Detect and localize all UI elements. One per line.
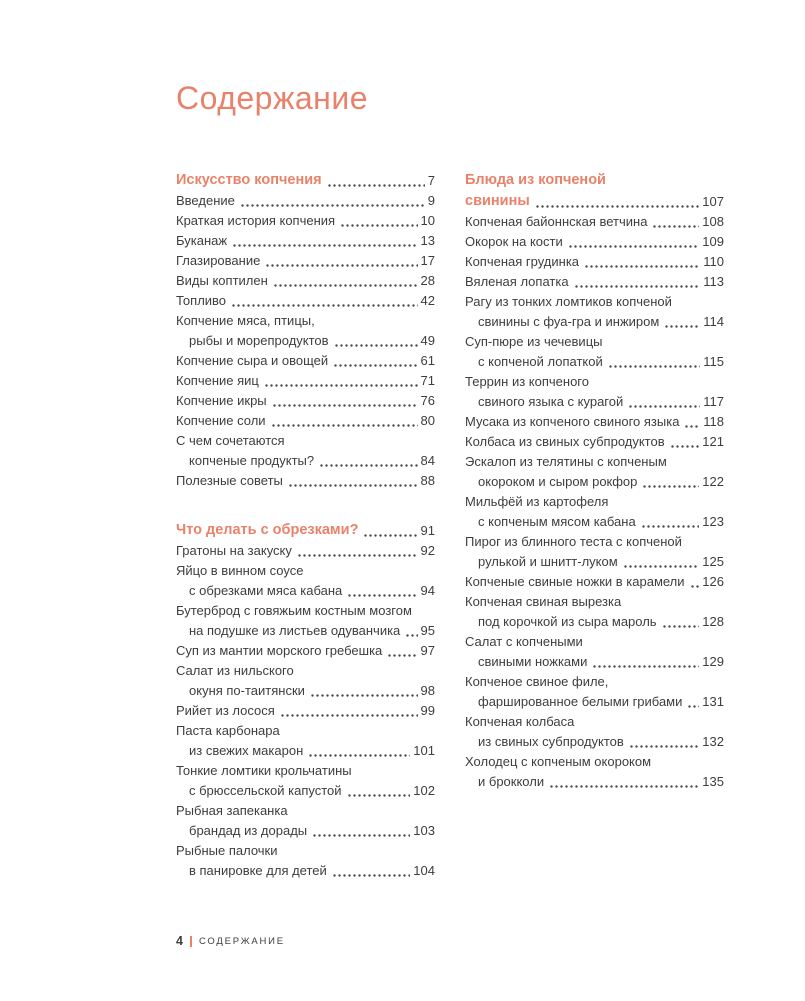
toc-line (465, 532, 724, 552)
dot-leader (340, 224, 417, 227)
toc-line (176, 861, 435, 881)
toc-line (465, 692, 724, 712)
toc-page-number: 10 (420, 213, 435, 228)
toc-page-number: 114 (703, 314, 724, 329)
dot-leader (405, 634, 417, 637)
dot-leader (334, 344, 418, 347)
toc-entry (465, 572, 724, 592)
toc-entry-text: в панировке для детей (189, 863, 327, 878)
toc-entry (465, 672, 724, 712)
toc-page-number: 17 (420, 253, 435, 268)
toc-line (465, 191, 724, 212)
toc-entry (176, 541, 435, 561)
toc-line (176, 431, 435, 451)
dot-leader (308, 754, 410, 757)
toc-page-number: 97 (420, 643, 435, 658)
toc-page-number: 125 (702, 554, 724, 569)
toc-line (176, 541, 435, 561)
toc-entry (465, 412, 724, 432)
toc-page-number: 42 (420, 293, 435, 308)
toc-entry-text: Введение (176, 193, 235, 208)
toc-entry-text: Рыбные палочки (176, 843, 278, 858)
toc-entry-text: Топливо (176, 293, 227, 308)
toc-entry-text: с копченым мясом кабана (478, 514, 636, 529)
toc-page-number: 91 (420, 523, 435, 538)
toc-page-number: 28 (420, 273, 435, 288)
toc-section-heading (465, 170, 724, 212)
toc-entry (465, 252, 724, 272)
toc-line (465, 452, 724, 472)
toc-entry-text: копченые продукты? (189, 453, 315, 468)
toc-entry-text: Суп-пюре из чечевицы (465, 334, 603, 349)
dot-leader (690, 585, 700, 588)
toc-entry-text: Паста карбонара (176, 723, 280, 738)
toc-page-number: 131 (702, 694, 724, 709)
toc-line (176, 211, 435, 231)
toc-entry-text: Бутерброд с говяжьим костным мозгом (176, 603, 412, 618)
toc-page-number: 104 (413, 863, 435, 878)
toc-entry (176, 601, 435, 641)
toc-page-number: 108 (702, 214, 724, 229)
dot-leader (265, 264, 417, 267)
dot-leader (592, 665, 699, 668)
dot-leader (273, 284, 418, 287)
toc-entry-text: с брюссельской капустой (189, 783, 342, 798)
dot-leader (641, 525, 700, 528)
toc-line (176, 761, 435, 781)
toc-line (176, 520, 435, 541)
toc-entry-text: Рийет из лосося (176, 703, 275, 718)
toc-line (176, 411, 435, 431)
toc-line (465, 432, 724, 452)
toc-entry-text: С чем сочетаются (176, 433, 285, 448)
toc-entry-text: Пирог из блинного теста с копченой (465, 534, 682, 549)
dot-leader (642, 485, 699, 488)
toc-line (465, 752, 724, 772)
toc-entry-text: Мусака из копченого свиного языка (465, 414, 680, 429)
dot-leader (312, 834, 410, 837)
toc-entry (176, 721, 435, 761)
toc-heading-text: Блюда из копченой (465, 172, 606, 188)
dot-leader (240, 204, 425, 207)
dot-leader (297, 554, 418, 557)
toc-page-number: 101 (413, 743, 435, 758)
toc-line (465, 212, 724, 232)
dot-leader (387, 654, 417, 657)
dot-leader (584, 265, 700, 268)
toc-entry-text: свинины с фуа-гра и инжиром (478, 314, 660, 329)
toc-entry-text: Рыбная запеканка (176, 803, 288, 818)
toc-entry-text: Салат из нильского (176, 663, 294, 678)
toc-entry (465, 332, 724, 372)
toc-line (176, 371, 435, 391)
toc-entry-text: Копчение мяса, птицы, (176, 313, 315, 328)
dot-leader (332, 874, 411, 877)
toc-line (176, 681, 435, 701)
toc-page-number: 76 (420, 393, 435, 408)
toc-entry (176, 271, 435, 291)
toc-columns (176, 170, 724, 910)
toc-entry (176, 471, 435, 491)
toc-entry-text: Тонкие ломтики крольчатины (176, 763, 352, 778)
toc-line (465, 612, 724, 632)
dot-leader (319, 464, 417, 467)
toc-section (465, 170, 724, 792)
toc-entry (176, 561, 435, 601)
dot-leader (347, 594, 417, 597)
toc-line (465, 372, 724, 392)
toc-heading-text: Что делать с обрезками? (176, 522, 359, 538)
toc-page-number: 128 (702, 614, 724, 629)
toc-line (176, 451, 435, 471)
toc-line (465, 592, 724, 612)
toc-entry (465, 532, 724, 572)
toc-line (176, 781, 435, 801)
toc-entry (176, 801, 435, 841)
toc-line (176, 741, 435, 761)
toc-entry-text: Копчение сыра и овощей (176, 353, 329, 368)
dot-leader (652, 225, 699, 228)
toc-line (176, 721, 435, 741)
dot-leader (288, 484, 418, 487)
toc-entry-text: под корочкой из сыра мароль (478, 614, 657, 629)
toc-page-number: 118 (703, 414, 724, 429)
toc-entry (176, 351, 435, 371)
toc-line (465, 252, 724, 272)
toc-entry-text: Салат с копчеными (465, 634, 583, 649)
toc-line (465, 652, 724, 672)
toc-entry (465, 292, 724, 332)
dot-leader (347, 794, 411, 797)
toc-entry (465, 492, 724, 532)
toc-entry-text: Гратоны на закуску (176, 543, 292, 558)
dot-leader (623, 565, 700, 568)
toc-entry-text: на подушке из листьев одуванчика (189, 623, 401, 638)
toc-page-number: 121 (702, 434, 724, 449)
dot-leader (310, 694, 418, 697)
footer-page-number: 4 (176, 934, 183, 948)
toc-entry-text: Копчение яиц (176, 373, 259, 388)
toc-entry-text: Копчение икры (176, 393, 267, 408)
toc-page-number: 95 (420, 623, 435, 638)
footer-divider (190, 936, 192, 947)
toc-line (465, 472, 724, 492)
toc-entry (465, 272, 724, 292)
toc-page-number: 102 (413, 783, 435, 798)
toc-entry-text: Рагу из тонких ломтиков копченой (465, 294, 672, 309)
dot-leader (363, 534, 417, 537)
toc-line (465, 672, 724, 692)
dot-leader (272, 404, 418, 407)
dot-leader (574, 285, 701, 288)
toc-entry (176, 431, 435, 471)
dot-leader (535, 205, 700, 208)
toc-entry (176, 311, 435, 351)
toc-entry (465, 212, 724, 232)
toc-entry-text: свиными ножками (478, 654, 588, 669)
toc-page-number: 109 (702, 234, 724, 249)
toc-entry (465, 632, 724, 672)
toc-entry-text: свиного языка с курагой (478, 394, 624, 409)
dot-leader (232, 244, 417, 247)
toc-section-heading (176, 520, 435, 541)
toc-page-number: 80 (420, 413, 435, 428)
toc-column-left (176, 170, 435, 910)
toc-page-number: 103 (413, 823, 435, 838)
toc-entry-text: Колбаса из свиных субпродуктов (465, 434, 665, 449)
toc-line (465, 572, 724, 592)
toc-entry (176, 231, 435, 251)
toc-entry-text: Суп из мантии морского гребешка (176, 643, 383, 658)
toc-line (176, 581, 435, 601)
toc-line (465, 772, 724, 792)
toc-entry (465, 372, 724, 412)
toc-heading-text: Искусство копчения (176, 172, 322, 188)
toc-line (465, 552, 724, 572)
toc-entry-text: Краткая история копчения (176, 213, 336, 228)
dot-leader (327, 184, 425, 187)
dot-leader (333, 364, 417, 367)
toc-entry (176, 371, 435, 391)
toc-page-number: 115 (703, 354, 724, 369)
toc-entry (176, 661, 435, 701)
toc-line (176, 311, 435, 331)
toc-line (176, 231, 435, 251)
toc-page-number: 123 (702, 514, 724, 529)
toc-entry-text: и брокколи (478, 774, 545, 789)
dot-leader (271, 424, 418, 427)
dot-leader (629, 745, 699, 748)
toc-page-number: 107 (702, 194, 724, 209)
toc-entry (465, 592, 724, 632)
toc-column-right (465, 170, 724, 910)
toc-entry-text: Холодец с копченым окороком (465, 754, 652, 769)
toc-line (176, 170, 435, 191)
toc-section-heading (176, 170, 435, 191)
toc-line (465, 292, 724, 312)
toc-line (465, 512, 724, 532)
toc-page-number: 71 (420, 373, 435, 388)
toc-line (176, 841, 435, 861)
toc-entry-text: Эскалоп из телятины с копченым (465, 454, 667, 469)
toc-entry (176, 211, 435, 231)
toc-line (465, 632, 724, 652)
toc-page-number: 49 (420, 333, 435, 348)
dot-leader (664, 325, 700, 328)
toc-line (176, 391, 435, 411)
toc-entry-text: Копченая байоннская ветчина (465, 214, 648, 229)
toc-entry-text: с копченой лопаткой (478, 354, 603, 369)
toc-page-number: 94 (420, 583, 435, 598)
toc-page-number: 7 (427, 173, 435, 188)
toc-entry-text: Виды коптилен (176, 273, 268, 288)
toc-line (465, 332, 724, 352)
toc-line (176, 351, 435, 371)
toc-entry-text: из свежих макарон (189, 743, 304, 758)
toc-entry-text: рыбы и морепродуктов (189, 333, 329, 348)
page-footer (176, 934, 285, 948)
toc-page-number: 129 (702, 654, 724, 669)
toc-entry-text: рулькой и шнитт-луком (478, 554, 618, 569)
dot-leader (264, 384, 418, 387)
toc-entry-text: из свиных субпродуктов (478, 734, 624, 749)
toc-line (465, 312, 724, 332)
toc-line (176, 801, 435, 821)
toc-page-number: 98 (420, 683, 435, 698)
toc-line (176, 641, 435, 661)
toc-line (176, 621, 435, 641)
toc-entry-text: Копчение соли (176, 413, 266, 428)
dot-leader (568, 245, 700, 248)
toc-line (465, 712, 724, 732)
toc-entry-text: Копченое свиное филе, (465, 674, 609, 689)
toc-entry-text: Полезные советы (176, 473, 283, 488)
toc-entry-text: Копченая свиная вырезка (465, 594, 622, 609)
toc-page-number: 84 (420, 453, 435, 468)
toc-page-number: 99 (420, 703, 435, 718)
toc-line (465, 732, 724, 752)
toc-line (176, 471, 435, 491)
toc-entry-text: с обрезками мяса кабана (189, 583, 343, 598)
toc-entry-text: фаршированное белыми грибами (478, 694, 683, 709)
toc-entry-text: Глазирование (176, 253, 261, 268)
toc-line (176, 271, 435, 291)
toc-page-number: 61 (420, 353, 435, 368)
dot-leader (608, 365, 701, 368)
page-title: Содержание (176, 80, 369, 116)
dot-leader (280, 714, 418, 717)
toc-page-number: 92 (420, 543, 435, 558)
toc-page-number: 117 (703, 394, 724, 409)
toc-entry-text: Вяленая лопатка (465, 274, 569, 289)
toc-line (176, 251, 435, 271)
toc-entry (176, 391, 435, 411)
toc-entry-text: окуня по-таитянски (189, 683, 305, 698)
toc-line (465, 352, 724, 372)
toc-entry (465, 452, 724, 492)
toc-page-number: 135 (702, 774, 724, 789)
toc-page-number: 13 (420, 233, 435, 248)
toc-entry (465, 432, 724, 452)
toc-entry (465, 752, 724, 792)
toc-entry (176, 761, 435, 801)
toc-page-number: 132 (702, 734, 724, 749)
toc-entry-text: Яйцо в винном соусе (176, 563, 304, 578)
toc-line (176, 821, 435, 841)
toc-line (465, 392, 724, 412)
toc-page-number: 126 (702, 574, 724, 589)
toc-section (176, 170, 435, 491)
toc-entry (176, 411, 435, 431)
toc-entry-text: Копченая колбаса (465, 714, 575, 729)
dot-leader (684, 425, 700, 428)
toc-heading-text: свинины (465, 193, 530, 209)
dot-leader (687, 705, 699, 708)
toc-page-number: 122 (702, 474, 724, 489)
toc-page-number: 113 (703, 274, 724, 289)
toc-entry-text: Копченая грудинка (465, 254, 580, 269)
toc-line (176, 291, 435, 311)
toc-entry (176, 641, 435, 661)
toc-line (176, 561, 435, 581)
toc-line (176, 701, 435, 721)
toc-entry-text: Окорок на кости (465, 234, 563, 249)
toc-entry (176, 291, 435, 311)
toc-entry (176, 191, 435, 211)
toc-entry (176, 701, 435, 721)
footer-section-label: СОДЕРЖАНИЕ (198, 935, 285, 947)
dot-leader (549, 785, 699, 788)
toc-line (465, 492, 724, 512)
toc-entry (176, 251, 435, 271)
toc-entry (465, 712, 724, 752)
toc-line (176, 661, 435, 681)
toc-line (465, 232, 724, 252)
toc-entry-text: Копченые свиные ножки в карамели (465, 574, 685, 589)
toc-page-number: 110 (703, 254, 724, 269)
toc-page-number: 9 (427, 193, 435, 208)
dot-leader (662, 625, 700, 628)
dot-leader (628, 405, 700, 408)
toc-line (465, 272, 724, 292)
toc-entry-text: брандад из дорады (189, 823, 308, 838)
toc-line (176, 601, 435, 621)
toc-line (465, 170, 724, 191)
toc-entry-text: Буканаж (176, 233, 228, 248)
toc-entry (176, 841, 435, 881)
dot-leader (670, 445, 700, 448)
toc-entry-text: Террин из копченого (465, 374, 589, 389)
toc-line (176, 191, 435, 211)
toc-section (176, 520, 435, 881)
toc-line (176, 331, 435, 351)
toc-entry-text: Мильфёй из картофеля (465, 494, 609, 509)
dot-leader (231, 304, 417, 307)
toc-entry (465, 232, 724, 252)
toc-page-number: 88 (420, 473, 435, 488)
toc-entry-text: окороком и сыром рокфор (478, 474, 638, 489)
toc-line (465, 412, 724, 432)
